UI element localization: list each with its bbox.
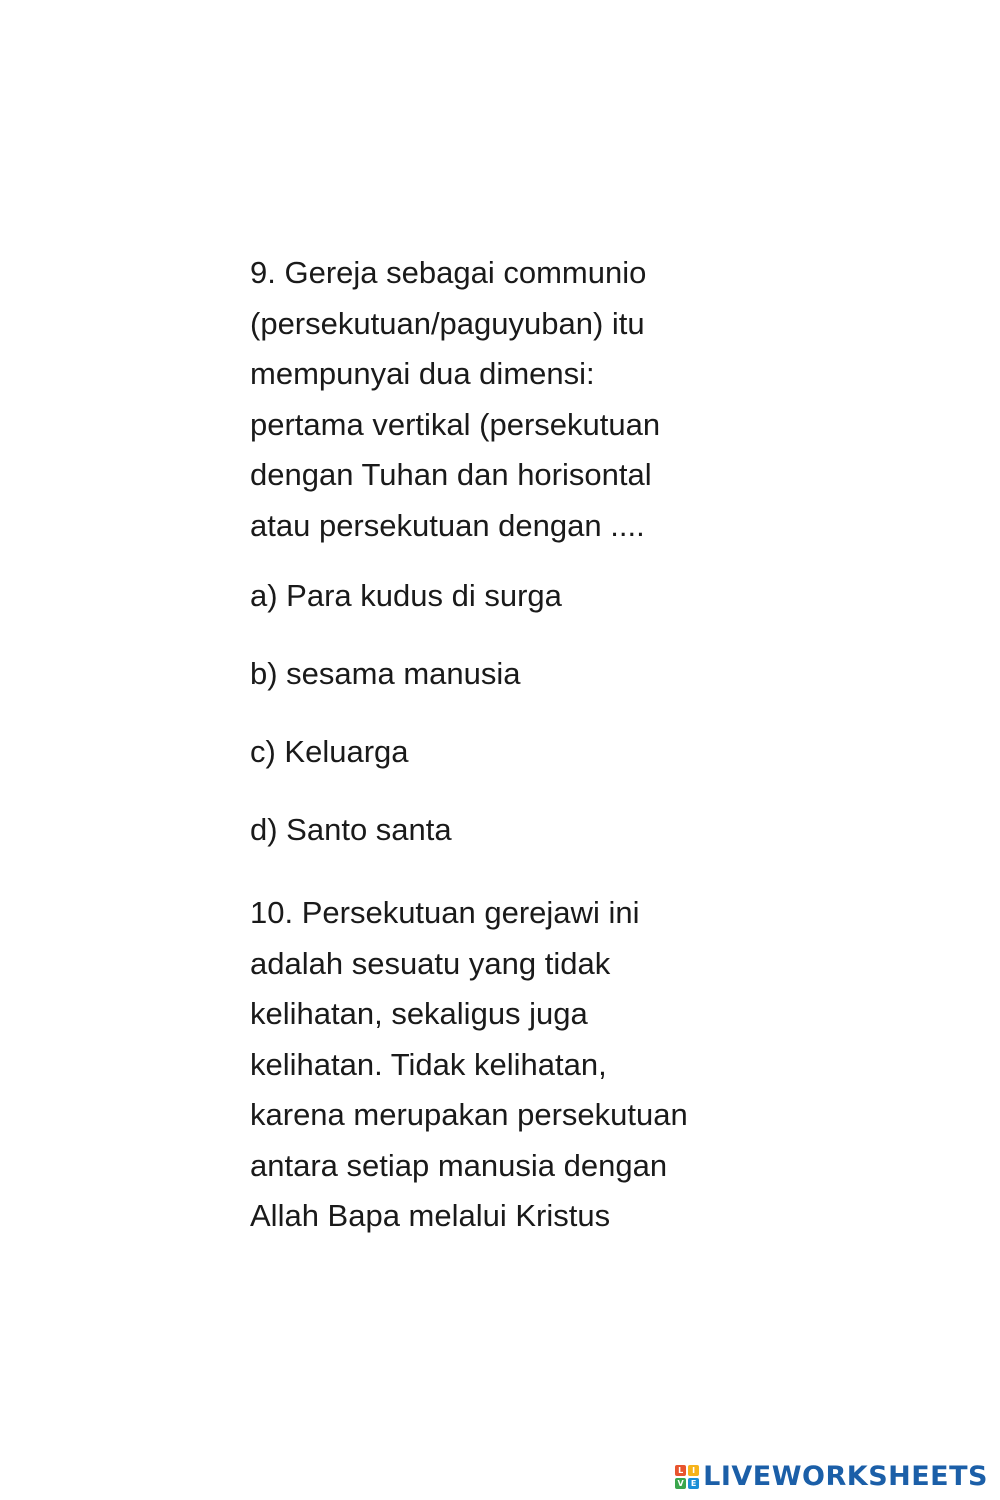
question-9 [250,248,810,850]
question-text-line: karena merupakan persekutuan [250,1097,688,1132]
logo-mark-cell: V [675,1478,686,1489]
question-text-line: 9. Gereja sebagai communio [250,255,647,290]
option-c[interactable]: c) Keluarga [250,734,409,769]
option-b[interactable]: b) sesama manusia [250,656,521,691]
worksheet-content [250,248,810,1242]
question-text-line: Allah Bapa melalui Kristus [250,1198,611,1233]
question-text-line: (persekutuan/paguyuban) itu [250,305,645,341]
question-text-line: adalah sesuatu yang tidak [250,945,611,981]
question-text-line: pertama vertikal (persekutuan [250,406,661,442]
option-a[interactable]: a) Para kudus di surga [250,578,562,613]
liveworksheets-logo [675,1461,988,1492]
question-9-options [250,576,810,850]
liveworksheets-logo-icon [675,1465,699,1489]
question-text-line: kelihatan, sekaligus juga [250,996,588,1031]
question-text-line: antara setiap manusia dengan [250,1147,668,1183]
question-text-line: dengan Tuhan dan horisontal [250,457,652,492]
question-9-text [250,248,810,551]
logo-mark-cell: E [688,1478,699,1489]
logo-mark-cell: I [688,1465,699,1476]
question-text-line: atau persekutuan dengan .... [250,507,645,543]
question-text-line: kelihatan. Tidak kelihatan, [250,1046,607,1082]
question-10-text [250,888,810,1242]
question-text-line: 10. Persekutuan gerejawi ini [250,895,640,930]
option-d[interactable]: d) Santo santa [250,812,452,847]
logo-mark-cell: L [675,1465,686,1476]
logo-text: LIVEWORKSHEETS [703,1461,988,1492]
question-text-line: mempunyai dua dimensi: [250,356,595,391]
question-10 [250,888,810,1242]
